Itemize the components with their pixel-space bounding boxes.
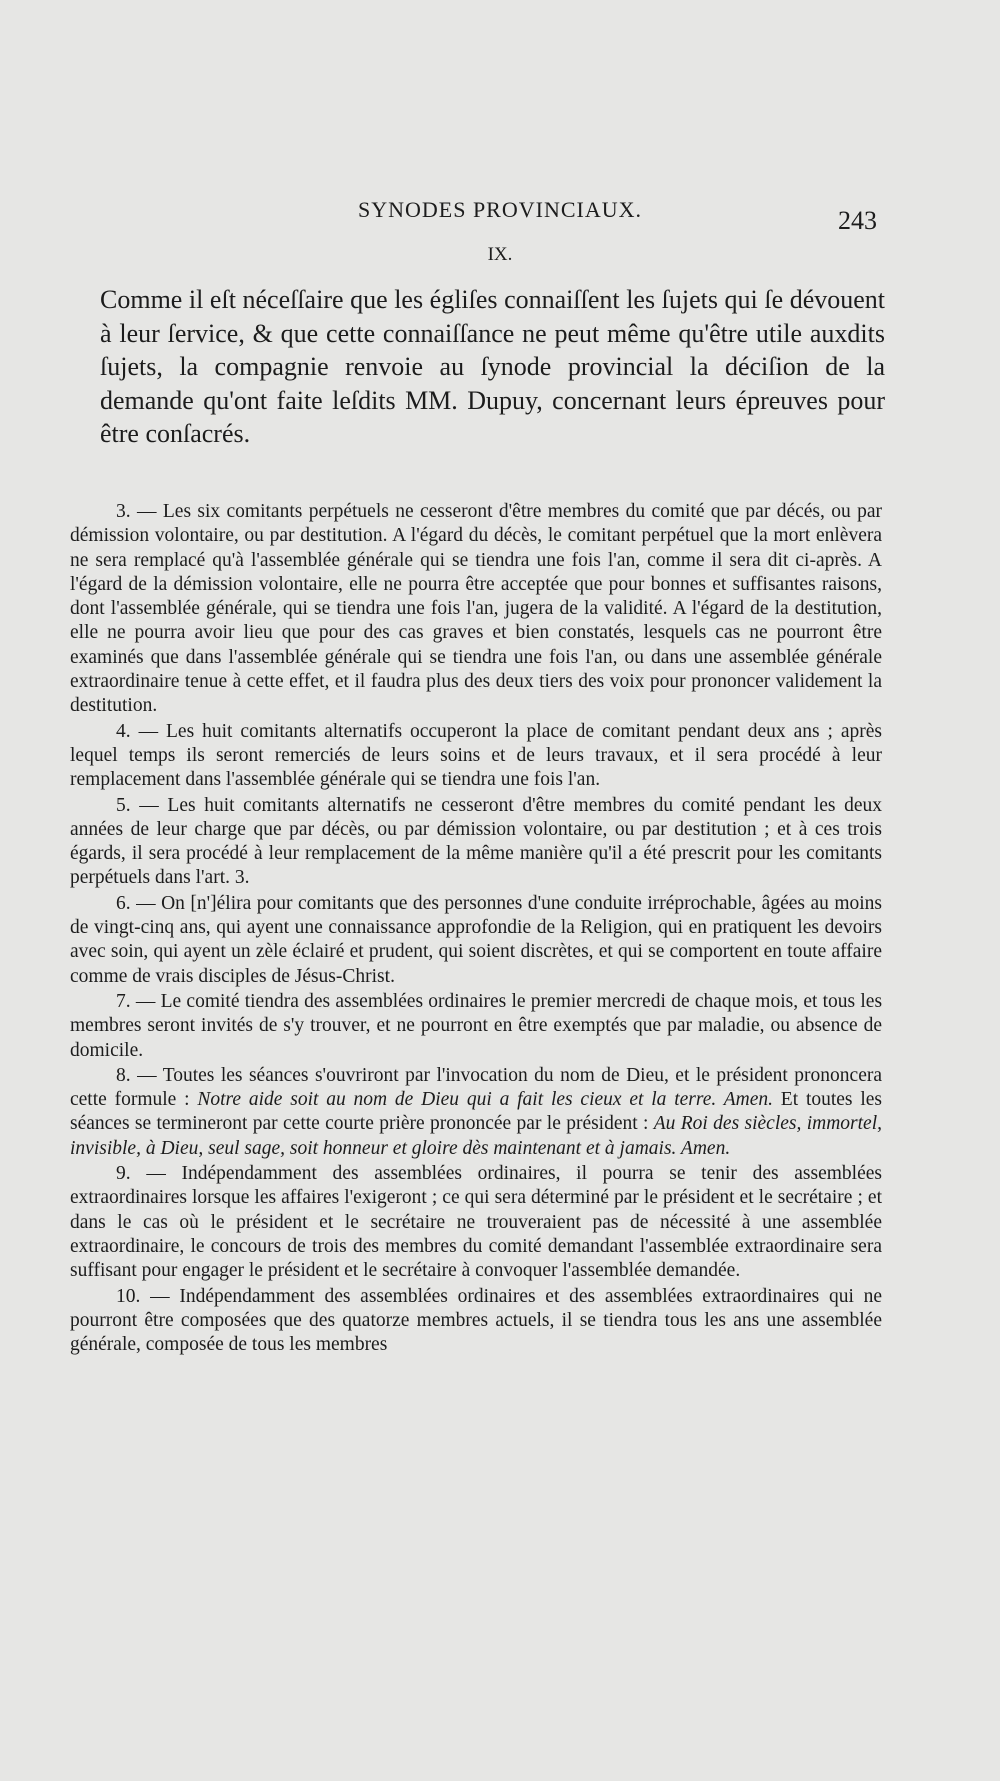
article-number: 6. [116,892,131,914]
lead-paragraph: Comme il eſt néceſſaire que les égliſes connaiſſent les ſujets qui ſe dévouent à leur ſervice, & que cette connaiſſance ne peut même qu'être utile auxdits ſujets, la compagnie renvoie au ſynode provincial la déciſion de la demande qu'ont faite leſdits MM. Dupuy, concernant leurs épreuves pour être conſacrés. [100,285,885,448]
article-text: Les huit comitants alternatifs occuperont la place de comitant pendant deux ans ; après lequel temps ils seront remerciés de leurs soins et de leurs travaux, et il sera procédé à leur remplacement dans l'assemblée générale qui se tiendra une fois l'an. [70,720,883,791]
article-10 [70,1285,882,1358]
article-number: 7. [116,990,131,1012]
article-text: Indépendamment des assemblées ordinaires, il pourra se tenir des assemblées extraordinaires lorsque les affaires l'exigeront ; ce qui sera déterminé par le président et le secrétaire ; et dans le cas où le président et le secrétaire ne trouveraient pas de nécessité à une assemblée extraordinaire, le concours de trois des membres du comité demandant l'assemblée extraordinaire sera suffisant pour engager le président et le secrétaire à convoquer l'assemblée demandée. [70,1163,882,1282]
running-title: SYNODES PROVINCIAUX. [357,197,643,222]
page-number: 243 [838,206,877,235]
article-3 [70,500,882,719]
article-text: Et toutes les séances se termineront par cette courte prière prononcée par le président : [70,1089,882,1135]
article-text: On [n']élira pour comitants que des personnes d'une conduite irréprochable, âgées au moins de vingt-cinq ans, qui ayent une connaissance approfondie de la Religion, qui en pratiquent les devoirs avec soin, qui ayent un zèle éclairé et prudent, qui soient discrètes, et qui se comportent en toute affaire comme de vrais disciples de Jésus-Christ. [70,892,882,987]
article-8 [70,1064,882,1161]
section-number: IX. [487,244,513,265]
article-number: 5. [116,794,131,816]
article-dash: — [136,892,156,914]
article-dash: — [137,1064,157,1086]
closing-formula: Au Roi des siècles, immortel, invisible, à Dieu, seul sage, soit honneur et gloire dès maintenant et à jamais. Amen. [70,1113,882,1159]
article-number: 10. [116,1285,141,1307]
article-dash: — [138,720,159,742]
article-6 [70,892,882,989]
article-dash: — [135,990,156,1012]
article-dash: — [139,794,159,816]
article-text: Les six comitants perpétuels ne cesseront d'être membres du comité que par décés, ou par démission volontaire, ou par destitution. A l'égard du décès, le comitant perpétuel que la mort enlèvera ne sera remplacé qu'à l'assemblée générale qui se tiendra une fois l'an, comme il sera dit ci-après. A l'égard de la démission volontaire, elle ne pourra être acceptée que pour bonnes et suffisantes raisons, dont l'assemblée générale, qui se tiendra une fois l'an, jugera de la validité. A l'égard de la destitution, elle ne pourra avoir lieu que pour des cas graves et bien constatés, lesquels cas ne pourront être examinés que dans l'assemblée générale qui se tiendra une fois l'an, ou dans une assemblée générale extraordinaire tenue à cette effet, et il faudra plus des deux tiers des voix pour prononcer validement la destitution. [70,501,883,717]
article-number: 3. [116,501,131,522]
article-text: Indépendamment des assemblées ordinaires et des assemblées extraordinaires qui ne pourront être composées que des quatorze membres actuels, il se tiendra tous les ans une assemblée générale, composée de tous les membres [70,1285,883,1356]
article-dash: — [146,1163,166,1185]
article-5 [70,794,882,891]
article-4 [70,720,882,793]
article-dash: — [150,1285,170,1307]
article-number: 4. [116,720,131,742]
article-dash: — [137,501,157,522]
article-number: 8. [116,1064,131,1086]
article-list [70,500,882,1358]
article-7 [70,990,882,1063]
article-9 [70,1162,882,1283]
opening-formula: Notre aide soit au nom de Dieu qui a fait les cieux et la terre. Amen. [197,1089,773,1111]
article-text: Les huit comitants alternatifs ne cesseront d'être membres du comité pendant les deux années de leur charge que par décès, ou par démission volontaire, ou par destitution ; et à ces trois égards, il sera procédé à leur remplacement de la même manière qu'il a été prescrit pour les comitants perpétuels dans l'art. 3. [70,794,883,889]
article-number: 9. [116,1163,131,1185]
article-text: Toutes les séances s'ouvriront par l'invocation du nom de Dieu, et le président prononcera cette formule : [70,1064,882,1111]
article-text: Le comité tiendra des assemblées ordinaires le premier mercredi de chaque mois, et tous les membres seront invités de s'y trouver, et ne pourront en être exemptés que par maladie, ou absence de domicile. [70,990,883,1061]
